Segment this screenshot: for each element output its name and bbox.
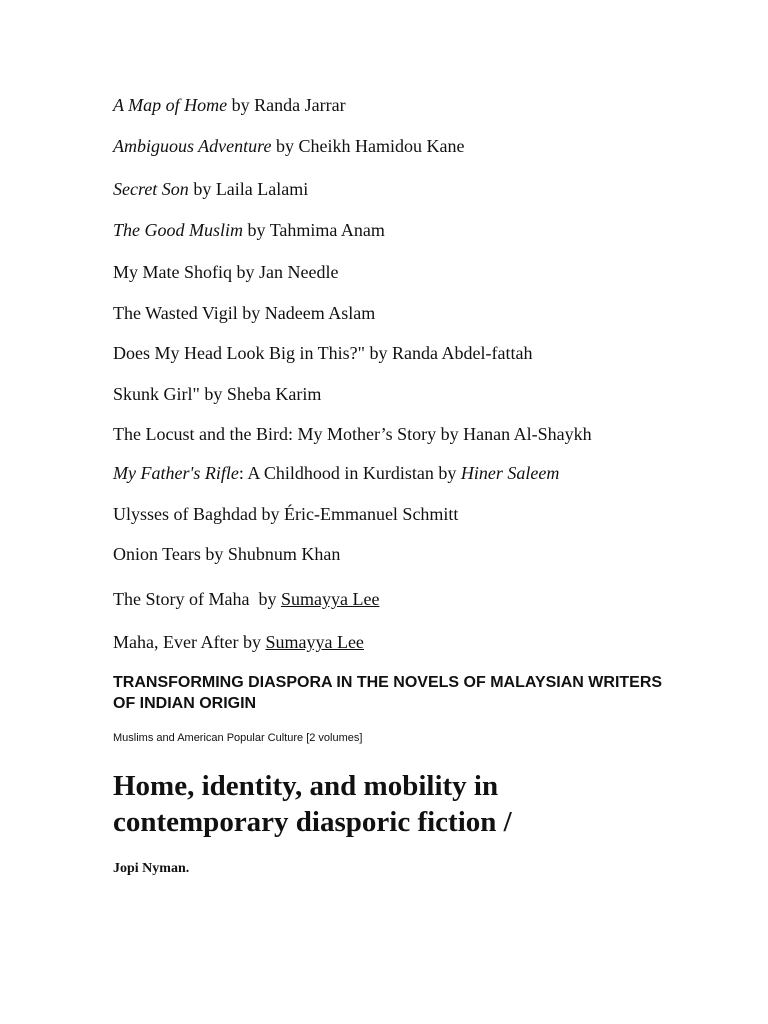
by-separator: by xyxy=(188,179,216,199)
book-entry-the-story-of-maha xyxy=(113,588,379,610)
book-title: The Story of Maha by xyxy=(113,589,281,609)
book-title: My Father's Rifle xyxy=(113,463,239,483)
book-title: Ambiguous Adventure xyxy=(113,136,272,156)
book-author: Cheikh Hamidou Kane xyxy=(298,136,465,156)
by-separator: by xyxy=(243,220,270,240)
book-entry-ulysses-of-baghdad: Ulysses of Baghdad by Éric-Emmanuel Schmitt xyxy=(113,504,459,524)
book-entry-onion-tears: Onion Tears by Shubnum Khan xyxy=(113,544,341,564)
small-book-title: Muslims and American Popular Culture [2 volumes] xyxy=(113,732,363,744)
book-entry-my-mate-shofiq: My Mate Shofiq by Jan Needle xyxy=(113,262,339,282)
book-author: Randa Jarrar xyxy=(254,95,346,115)
section-heading: TRANSFORMING DIASPORA IN THE NOVELS OF MALAYSIAN WRITERS OF INDIAN ORIGIN xyxy=(113,674,663,712)
book-author: Hiner Saleem xyxy=(460,463,560,483)
book-author: Tahmima Anam xyxy=(269,220,385,240)
book-entry-secret-son xyxy=(113,178,308,200)
book-entry-skunk-girl: Skunk Girl" by Sheba Karim xyxy=(113,384,322,404)
book-entry-ambiguous-adventure xyxy=(113,135,464,157)
book-entry-the-locust-and-the-bird: The Locust and the Bird: My Mother’s Story by Hanan Al-Shaykh xyxy=(113,424,592,444)
book-title: Maha, Ever After by xyxy=(113,632,266,652)
book-author: Laila Lalami xyxy=(215,179,309,199)
book-entry-does-my-head-look-big: Does My Head Look Big in This?" by Randa Abdel-fattah xyxy=(113,343,533,363)
book-title: Secret Son xyxy=(113,179,189,199)
book-subtitle: : A Childhood in Kurdistan by xyxy=(238,463,461,483)
book-entry-the-wasted-vigil: The Wasted Vigil by Nadeem Aslam xyxy=(113,303,376,323)
book-entry-the-good-muslim xyxy=(113,219,385,241)
author-link[interactable]: Sumayya Lee xyxy=(280,589,380,609)
book-entry-a-map-of-home xyxy=(113,94,346,116)
book-title: The Good Muslim xyxy=(113,220,243,240)
book-entry-my-fathers-rifle xyxy=(113,462,559,484)
book-entry-maha-ever-after xyxy=(113,631,364,653)
by-separator: by xyxy=(271,136,299,156)
author-link[interactable]: Sumayya Lee xyxy=(265,632,364,652)
by-separator: by xyxy=(227,95,255,115)
main-heading: Home, identity, and mobility in contemporary diasporic fiction / xyxy=(113,770,512,838)
main-author: Jopi Nyman. xyxy=(113,861,190,876)
book-title: A Map of Home xyxy=(113,95,228,115)
